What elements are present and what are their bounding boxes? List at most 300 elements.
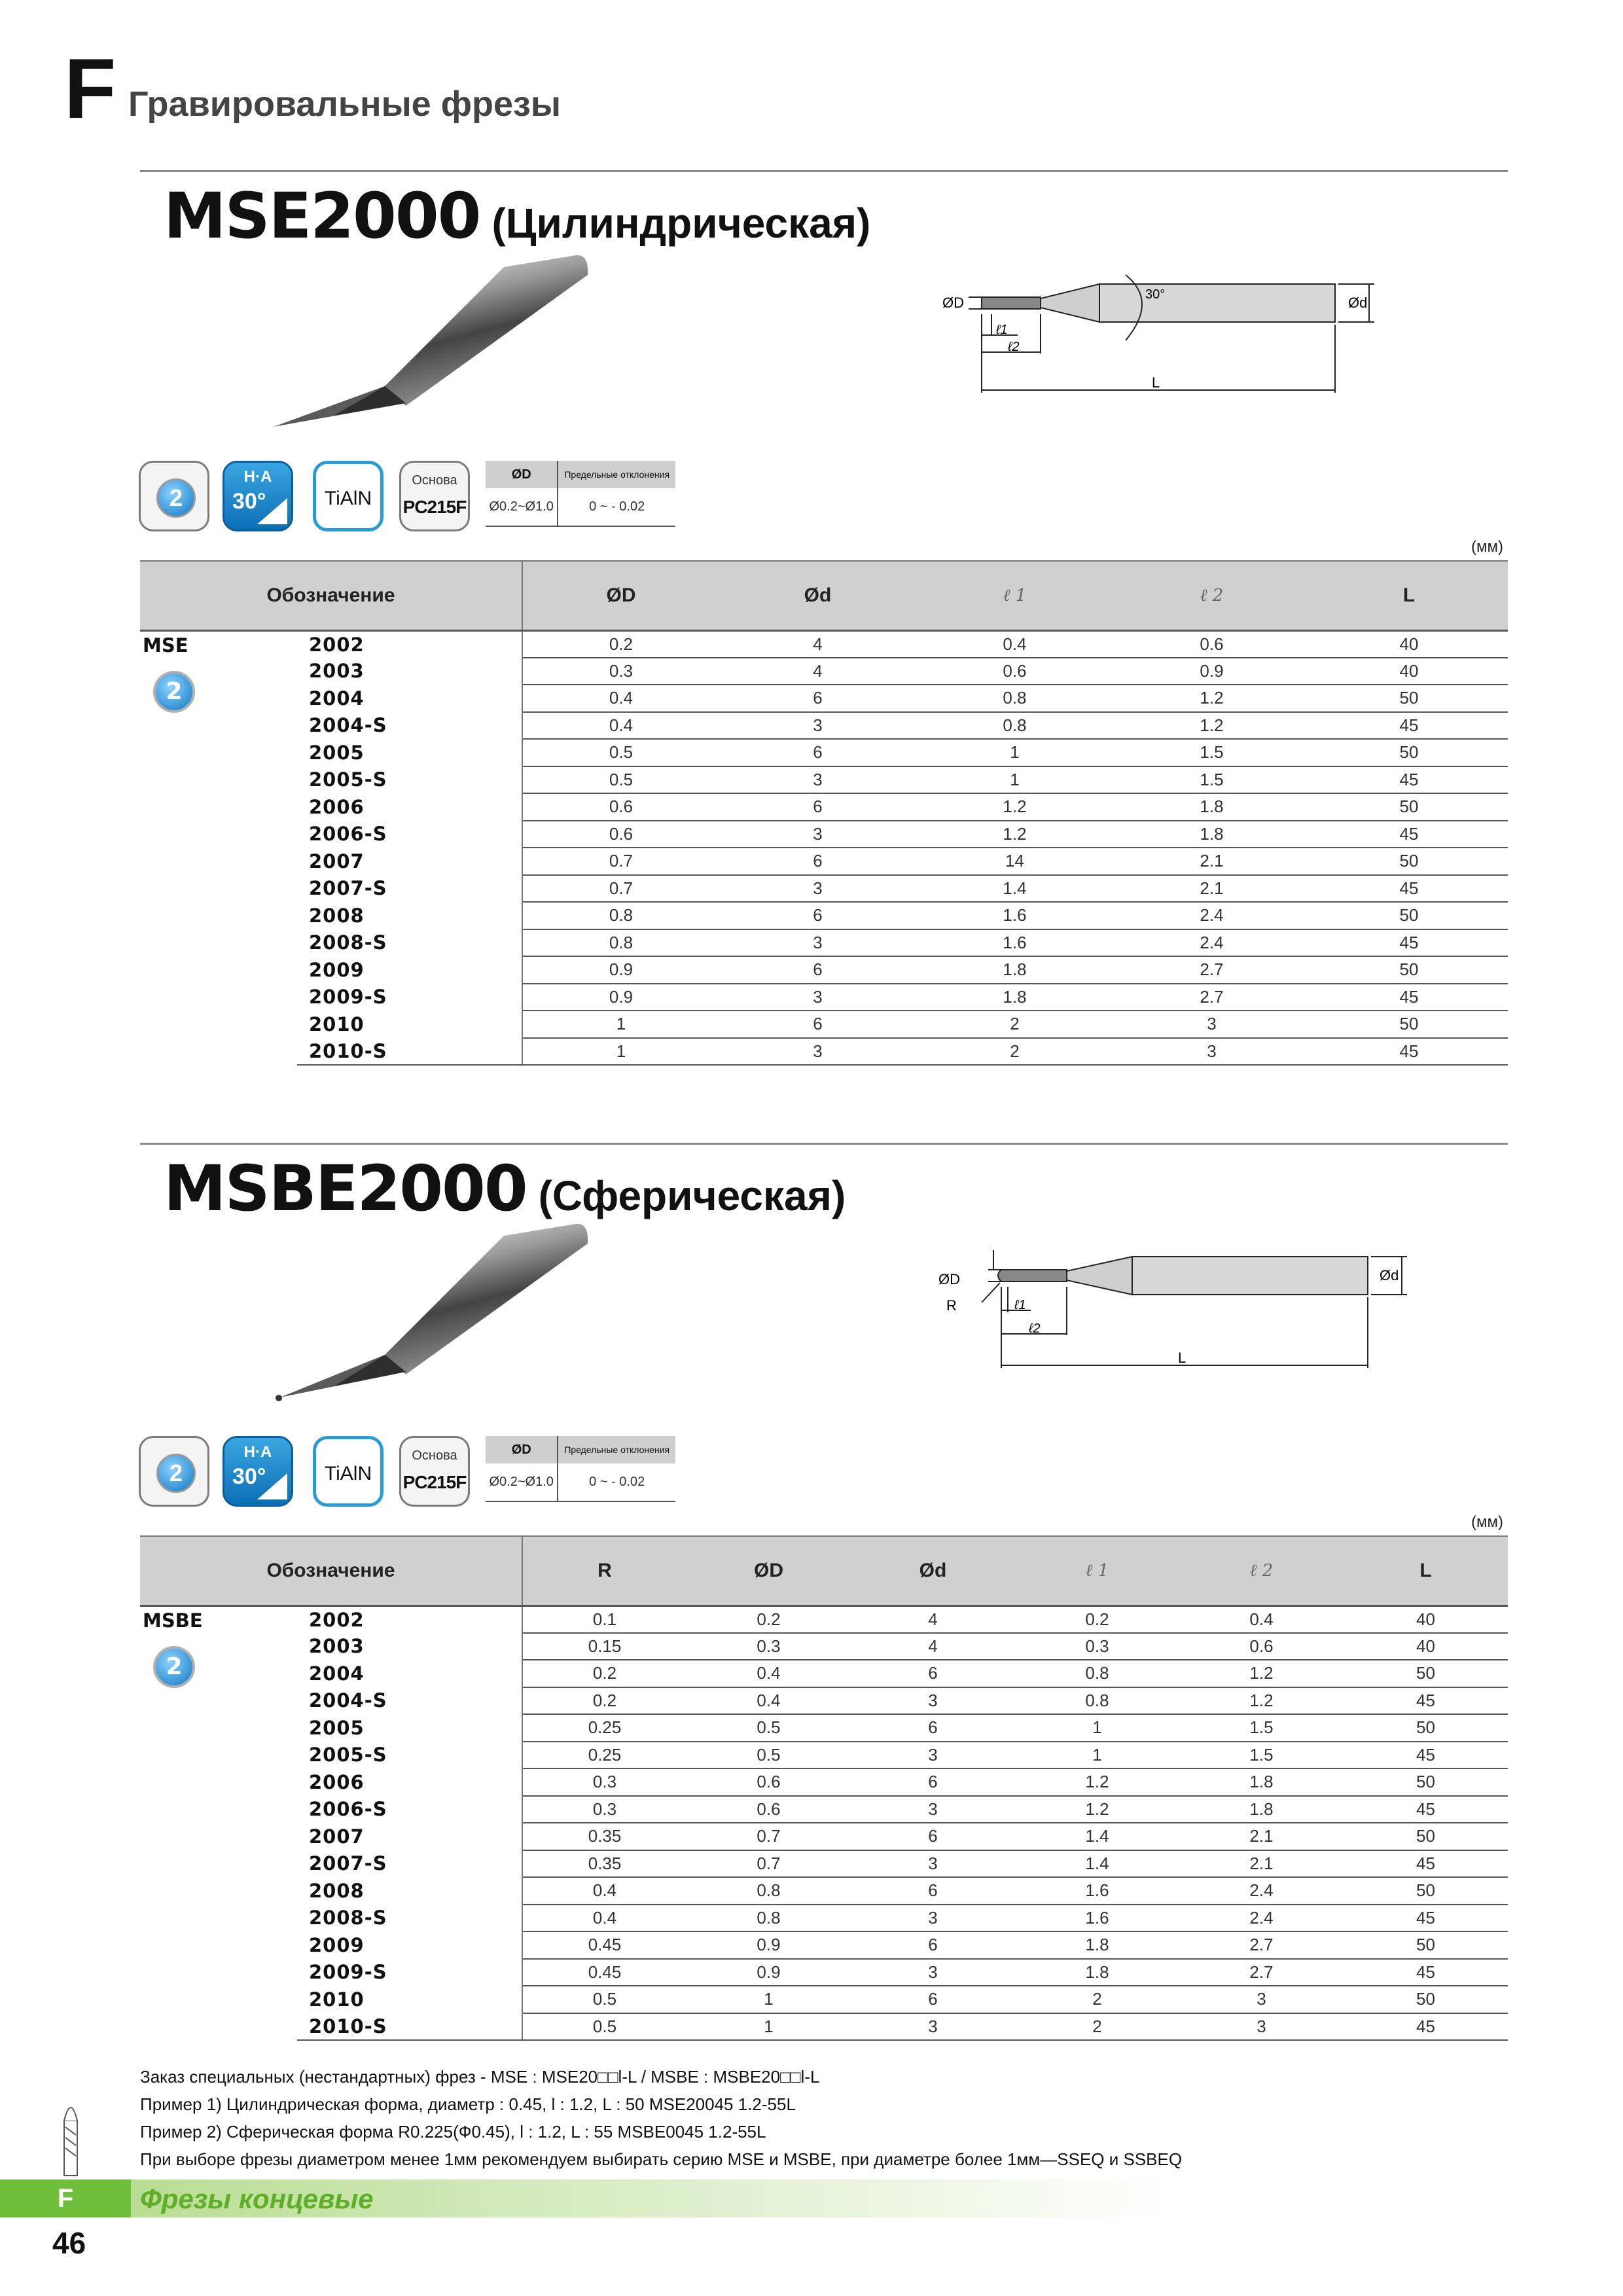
value-cell: 1.4: [916, 875, 1113, 903]
value-cell: 0.5: [687, 1742, 851, 1769]
value-cell: 0.6: [1113, 630, 1310, 658]
value-cell: 6: [719, 848, 916, 875]
tol-col-tol: Предельные отклонения: [558, 461, 675, 488]
msbe-model: MSBE2000: [164, 1152, 527, 1225]
mse-tolerance-table: [486, 461, 675, 527]
value-cell: 1.5: [1113, 766, 1310, 794]
table-row: [140, 1742, 1508, 1769]
designation-cell: 2007: [297, 848, 522, 875]
value-cell: 0.6: [522, 821, 719, 848]
value-cell: 40: [1310, 658, 1508, 685]
value-cell: 3: [1179, 1986, 1344, 2013]
value-cell: 1.6: [916, 929, 1113, 957]
value-cell: 2.4: [1179, 1877, 1344, 1905]
note-4: При выборе фрезы диаметром менее 1мм рекомендуем выбирать серию MSE и MSBE, при диаметре более 1мм—SSEQ и SSBEQ: [140, 2149, 1183, 2169]
mse-col-d: Ød: [719, 561, 916, 630]
value-cell: 3: [719, 1038, 916, 1066]
value-cell: 0.4: [687, 1687, 851, 1715]
value-cell: 3: [851, 1796, 1015, 1823]
table-row: [140, 1768, 1508, 1796]
value-cell: 1.2: [1015, 1768, 1179, 1796]
mse-shape: (Цилиндрическая): [491, 200, 871, 247]
value-cell: 6: [719, 739, 916, 766]
table-row: [140, 1986, 1508, 2013]
designation-cell: 2005: [297, 1714, 522, 1742]
msbe-dim-l1: ℓ1: [1014, 1298, 1026, 1312]
value-cell: 0.2: [687, 1605, 851, 1633]
value-cell: 0.2: [522, 1660, 687, 1687]
msbe-col-d: Ød: [851, 1536, 1015, 1605]
value-cell: 6: [851, 1660, 1015, 1687]
designation-cell: 2006-S: [297, 1796, 522, 1823]
value-cell: 0.2: [1015, 1605, 1179, 1633]
table-row: [140, 1959, 1508, 1986]
value-cell: 0.6: [916, 658, 1113, 685]
value-cell: 1: [687, 2013, 851, 2041]
designation-cell: 2002: [297, 1605, 522, 1633]
designation-cell: 2010-S: [297, 1038, 522, 1066]
mse-dim-l2: ℓ2: [1008, 340, 1020, 354]
value-cell: 40: [1310, 630, 1508, 658]
value-cell: 0.3: [522, 658, 719, 685]
unit-label: (мм): [1471, 1513, 1503, 1531]
value-cell: 45: [1344, 1850, 1508, 1878]
value-cell: 2.1: [1179, 1850, 1344, 1878]
msbe-col-L: L: [1344, 1536, 1508, 1605]
table-row: [140, 1011, 1508, 1038]
designation-cell: 2008: [297, 902, 522, 929]
value-cell: 0.6: [522, 793, 719, 821]
msbe-dim-D: ØD: [938, 1271, 960, 1287]
value-cell: 2.1: [1113, 875, 1310, 903]
value-cell: 1.8: [916, 984, 1113, 1011]
value-cell: 6: [851, 1931, 1015, 1959]
value-cell: 0.1: [522, 1605, 687, 1633]
value-cell: 0.6: [687, 1796, 851, 1823]
designation-cell: 2004-S: [297, 712, 522, 740]
series-cell: [140, 630, 297, 1065]
value-cell: 0.25: [522, 1714, 687, 1742]
designation-cell: 2010: [297, 1011, 522, 1038]
designation-cell: 2002: [297, 630, 522, 658]
value-cell: 6: [851, 1823, 1015, 1850]
designation-cell: 2009-S: [297, 984, 522, 1011]
designation-cell: 2007-S: [297, 1850, 522, 1878]
value-cell: 0.6: [687, 1768, 851, 1796]
mse-spec-table: [140, 560, 1508, 1066]
designation-cell: 2010: [297, 1986, 522, 2013]
value-cell: 2.4: [1113, 902, 1310, 929]
value-cell: 2.7: [1113, 956, 1310, 984]
value-cell: 45: [1310, 984, 1508, 1011]
designation-cell: 2003: [297, 658, 522, 685]
designation-cell: 2006: [297, 793, 522, 821]
table-row: [140, 1714, 1508, 1742]
value-cell: 4: [719, 658, 916, 685]
series-label: MSBE: [143, 1609, 203, 1632]
designation-cell: 2007: [297, 1823, 522, 1850]
value-cell: 2.7: [1113, 984, 1310, 1011]
value-cell: 3: [851, 1687, 1015, 1715]
flutes-icon: 2: [156, 478, 196, 518]
value-cell: 1: [522, 1038, 719, 1066]
mse-drawing: [903, 262, 1400, 406]
tol-range: Ø0.2~Ø1.0: [486, 488, 558, 526]
designation-cell: 2008-S: [297, 929, 522, 957]
value-cell: 0.8: [1015, 1687, 1179, 1715]
designation-cell: 2006-S: [297, 821, 522, 848]
coating-badge: [313, 1436, 383, 1507]
mse-col-D: ØD: [522, 561, 719, 630]
designation-cell: 2005-S: [297, 766, 522, 794]
value-cell: 40: [1344, 1633, 1508, 1660]
value-cell: 1: [1015, 1714, 1179, 1742]
coating-badge: [313, 461, 383, 531]
value-cell: 1.8: [1113, 793, 1310, 821]
helix-badge: [223, 1436, 293, 1507]
tol-value: 0 ~ - 0.02: [558, 1463, 675, 1501]
mse-col-designation: Обозначение: [140, 561, 522, 630]
value-cell: 0.9: [1113, 658, 1310, 685]
value-cell: 1.2: [1015, 1796, 1179, 1823]
table-row: [140, 848, 1508, 875]
value-cell: 0.5: [522, 766, 719, 794]
mse-col-L: L: [1310, 561, 1508, 630]
value-cell: 3: [1113, 1038, 1310, 1066]
value-cell: 0.9: [522, 984, 719, 1011]
designation-cell: 2009: [297, 1931, 522, 1959]
msbe-dim-L: L: [1178, 1350, 1186, 1366]
series-label: MSE: [143, 634, 188, 656]
mse-model: MSE2000: [164, 179, 480, 253]
value-cell: 0.3: [522, 1796, 687, 1823]
value-cell: 0.2: [522, 630, 719, 658]
page-number: 46: [52, 2226, 86, 2260]
value-cell: 1.6: [1015, 1877, 1179, 1905]
value-cell: 1.8: [1113, 821, 1310, 848]
helix-value: 30°: [232, 1464, 266, 1489]
value-cell: 2: [916, 1038, 1113, 1066]
value-cell: 0.4: [522, 685, 719, 712]
value-cell: 3: [719, 821, 916, 848]
helix-badge: [223, 461, 293, 531]
msbe-tool-photo: [262, 1217, 628, 1414]
table-row: [140, 658, 1508, 685]
msbe-col-l2: ℓ 2: [1179, 1536, 1344, 1605]
value-cell: 50: [1310, 902, 1508, 929]
value-cell: 1: [916, 766, 1113, 794]
flutes-icon: 2: [153, 1646, 195, 1688]
value-cell: 45: [1344, 2013, 1508, 2041]
value-cell: 1.8: [1015, 1931, 1179, 1959]
table-row: [140, 956, 1508, 984]
msbe-dim-d: Ød: [1380, 1267, 1399, 1283]
value-cell: 1.2: [916, 821, 1113, 848]
value-cell: 0.45: [522, 1931, 687, 1959]
helix-triangle-icon: [257, 1473, 287, 1499]
value-cell: 1.2: [1179, 1660, 1344, 1687]
value-cell: 1.4: [1015, 1823, 1179, 1850]
flutes-icon: 2: [156, 1454, 196, 1493]
mse-title: [164, 179, 871, 253]
value-cell: 50: [1310, 739, 1508, 766]
table-row: [140, 1850, 1508, 1878]
table-row: [140, 929, 1508, 957]
table-row: [140, 1660, 1508, 1687]
designation-cell: 2008: [297, 1877, 522, 1905]
value-cell: 50: [1344, 1768, 1508, 1796]
msbe-spec-table: [140, 1535, 1508, 2041]
msbe-drawing: [916, 1237, 1414, 1381]
table-row: [140, 1877, 1508, 1905]
note-1: Заказ специальных (нестандартных) фрез - MSE : MSE20□□l-L / MSBE : MSBE20□□l-L: [140, 2067, 820, 2087]
value-cell: 50: [1310, 1011, 1508, 1038]
divider: [140, 170, 1508, 172]
value-cell: 4: [851, 1633, 1015, 1660]
designation-cell: 2008-S: [297, 1905, 522, 1932]
designation-cell: 2005-S: [297, 1742, 522, 1769]
value-cell: 3: [851, 1905, 1015, 1932]
value-cell: 6: [851, 1877, 1015, 1905]
value-cell: 2: [1015, 1986, 1179, 2013]
msbe-tolerance-table: [486, 1436, 675, 1502]
table-row: [140, 712, 1508, 740]
table-row: [140, 793, 1508, 821]
value-cell: 1.5: [1179, 1714, 1344, 1742]
base-value: PC215F: [402, 497, 467, 517]
base-badge: [399, 461, 470, 531]
value-cell: 3: [851, 1850, 1015, 1878]
table-row: [140, 984, 1508, 1011]
value-cell: 0.2: [522, 1687, 687, 1715]
value-cell: 0.4: [916, 630, 1113, 658]
table-row: [140, 766, 1508, 794]
value-cell: 2.4: [1179, 1905, 1344, 1932]
value-cell: 4: [719, 630, 916, 658]
value-cell: 50: [1310, 793, 1508, 821]
value-cell: 50: [1344, 1986, 1508, 2013]
table-row: [140, 739, 1508, 766]
flutes-badge: [139, 1436, 209, 1507]
table-row: [140, 902, 1508, 929]
value-cell: 45: [1310, 821, 1508, 848]
value-cell: 3: [1113, 1011, 1310, 1038]
value-cell: 50: [1344, 1877, 1508, 1905]
designation-cell: 2004: [297, 685, 522, 712]
msbe-dim-l2: ℓ2: [1029, 1321, 1041, 1336]
value-cell: 50: [1310, 685, 1508, 712]
mse-dim-D: ØD: [942, 295, 964, 311]
value-cell: 6: [851, 1714, 1015, 1742]
value-cell: 1.2: [916, 793, 1113, 821]
value-cell: 45: [1344, 1742, 1508, 1769]
value-cell: 0.4: [522, 712, 719, 740]
value-cell: 45: [1344, 1796, 1508, 1823]
value-cell: 1.8: [1015, 1959, 1179, 1986]
value-cell: 14: [916, 848, 1113, 875]
value-cell: 2: [916, 1011, 1113, 1038]
value-cell: 45: [1344, 1687, 1508, 1715]
flutes-badge: [139, 461, 209, 531]
value-cell: 1.6: [1015, 1905, 1179, 1932]
note-3: Пример 2) Сферическая форма R0.225(Ф0.45), l : 1.2, L : 55 MSBE0045 1.2-55L: [140, 2122, 766, 2142]
designation-cell: 2007-S: [297, 875, 522, 903]
base-label: Основа: [412, 1448, 457, 1463]
value-cell: 50: [1344, 1823, 1508, 1850]
value-cell: 0.8: [1015, 1660, 1179, 1687]
value-cell: 45: [1344, 1959, 1508, 1986]
value-cell: 0.25: [522, 1742, 687, 1769]
designation-cell: 2006: [297, 1768, 522, 1796]
table-row: [140, 1905, 1508, 1932]
msbe-col-designation: Обозначение: [140, 1536, 522, 1605]
series-cell: [140, 1605, 297, 2040]
value-cell: 0.3: [522, 1768, 687, 1796]
value-cell: 3: [851, 1959, 1015, 1986]
value-cell: 1.6: [916, 902, 1113, 929]
value-cell: 0.5: [522, 739, 719, 766]
designation-cell: 2009: [297, 956, 522, 984]
table-row: [140, 1931, 1508, 1959]
value-cell: 0.7: [687, 1850, 851, 1878]
tol-col-D: ØD: [486, 1436, 558, 1463]
value-cell: 2.7: [1179, 1959, 1344, 1986]
value-cell: 1: [522, 1011, 719, 1038]
value-cell: 6: [719, 902, 916, 929]
value-cell: 2.4: [1113, 929, 1310, 957]
value-cell: 0.3: [687, 1633, 851, 1660]
value-cell: 45: [1310, 875, 1508, 903]
value-cell: 50: [1310, 848, 1508, 875]
value-cell: 6: [719, 956, 916, 984]
value-cell: 2.7: [1179, 1931, 1344, 1959]
divider: [140, 1143, 1508, 1145]
value-cell: 45: [1310, 766, 1508, 794]
tol-col-tol: Предельные отклонения: [558, 1436, 675, 1463]
value-cell: 0.7: [522, 875, 719, 903]
value-cell: 1.4: [1015, 1850, 1179, 1878]
value-cell: 0.5: [522, 1986, 687, 2013]
note-2: Пример 1) Цилиндрическая форма, диаметр : 0.45, l : 1.2, L : 50 MSE20045 1.2-55L: [140, 2094, 796, 2114]
value-cell: 1: [687, 1986, 851, 2013]
value-cell: 0.4: [522, 1877, 687, 1905]
msbe-dim-R: R: [946, 1297, 957, 1314]
tol-value: 0 ~ - 0.02: [558, 488, 675, 526]
table-row: [140, 1687, 1508, 1715]
section-letter: F: [64, 41, 116, 136]
value-cell: 0.8: [687, 1877, 851, 1905]
unit-label: (мм): [1471, 538, 1503, 556]
table-row: [140, 1823, 1508, 1850]
value-cell: 0.8: [687, 1905, 851, 1932]
value-cell: 50: [1344, 1931, 1508, 1959]
value-cell: 50: [1344, 1714, 1508, 1742]
mse-dim-d: Ød: [1348, 295, 1368, 311]
value-cell: 1.5: [1179, 1742, 1344, 1769]
base-label: Основа: [412, 473, 457, 488]
helix-triangle-icon: [257, 498, 287, 524]
value-cell: 6: [851, 1986, 1015, 2013]
table-row: [140, 1633, 1508, 1660]
designation-cell: 2009-S: [297, 1959, 522, 1986]
endmill-icon: [58, 2094, 84, 2177]
mse-col-l1: ℓ 1: [916, 561, 1113, 630]
value-cell: 6: [719, 1011, 916, 1038]
value-cell: 0.8: [522, 929, 719, 957]
value-cell: 45: [1310, 712, 1508, 740]
mse-dim-angle: 30°: [1145, 287, 1166, 302]
table-row: [140, 685, 1508, 712]
table-row: [140, 875, 1508, 903]
value-cell: 2: [1015, 2013, 1179, 2041]
helix-label: H·A: [243, 1443, 272, 1461]
value-cell: 0.6: [1179, 1633, 1344, 1660]
mse-col-l2: ℓ 2: [1113, 561, 1310, 630]
msbe-shape: (Сферическая): [538, 1172, 846, 1219]
value-cell: 0.7: [687, 1823, 851, 1850]
value-cell: 1.2: [1113, 685, 1310, 712]
value-cell: 0.8: [916, 685, 1113, 712]
table-row: [140, 821, 1508, 848]
value-cell: 45: [1310, 1038, 1508, 1066]
value-cell: 6: [719, 793, 916, 821]
tol-col-D: ØD: [486, 461, 558, 488]
value-cell: 3: [719, 712, 916, 740]
value-cell: 3: [719, 984, 916, 1011]
value-cell: 0.9: [522, 956, 719, 984]
value-cell: 50: [1310, 956, 1508, 984]
value-cell: 6: [851, 1768, 1015, 1796]
value-cell: 0.5: [522, 2013, 687, 2041]
base-badge: [399, 1436, 470, 1507]
msbe-col-l1: ℓ 1: [1015, 1536, 1179, 1605]
value-cell: 1.2: [1179, 1687, 1344, 1715]
flutes-icon: 2: [153, 671, 195, 713]
value-cell: 3: [851, 2013, 1015, 2041]
value-cell: 0.35: [522, 1823, 687, 1850]
value-cell: 3: [1179, 2013, 1344, 2041]
coating-label: TiAlN: [324, 1463, 372, 1484]
designation-cell: 2005: [297, 739, 522, 766]
value-cell: 1.2: [1113, 712, 1310, 740]
value-cell: 50: [1344, 1660, 1508, 1687]
value-cell: 0.5: [687, 1714, 851, 1742]
value-cell: 0.8: [916, 712, 1113, 740]
designation-cell: 2004: [297, 1660, 522, 1687]
value-cell: 1.8: [1179, 1768, 1344, 1796]
section-title: Гравировальные фрезы: [128, 84, 561, 124]
footer-title: Фрезы концевые: [140, 2183, 374, 2214]
msbe-title: [164, 1152, 846, 1225]
value-cell: 4: [851, 1605, 1015, 1633]
value-cell: 0.4: [1179, 1605, 1344, 1633]
value-cell: 1.5: [1113, 739, 1310, 766]
footer-tab: F: [0, 2179, 131, 2217]
mse-tool-photo: [262, 242, 628, 439]
table-row: [140, 630, 1508, 658]
value-cell: 1.8: [1179, 1796, 1344, 1823]
value-cell: 3: [851, 1742, 1015, 1769]
coating-label: TiAlN: [324, 488, 372, 509]
value-cell: 0.4: [687, 1660, 851, 1687]
table-row: [140, 2013, 1508, 2041]
mse-dim-L: L: [1152, 374, 1160, 391]
value-cell: 45: [1310, 929, 1508, 957]
value-cell: 3: [719, 766, 916, 794]
value-cell: 0.45: [522, 1959, 687, 1986]
mse-dim-l1: ℓ1: [996, 323, 1008, 337]
value-cell: 0.8: [522, 902, 719, 929]
